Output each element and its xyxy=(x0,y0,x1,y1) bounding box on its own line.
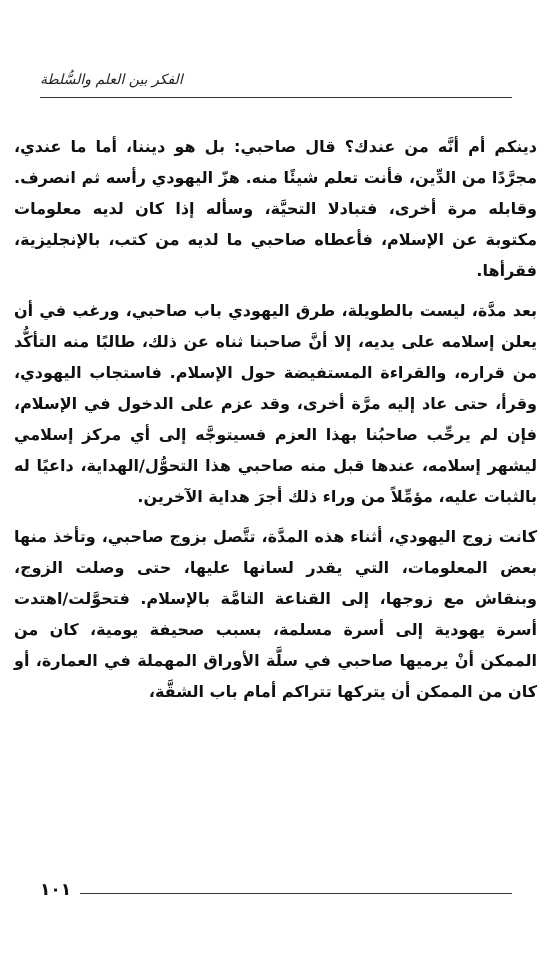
paragraph-3: كانت زوج اليهودي، أثناء هذه المدَّة، تتَّصل بزوج صاحبي، وتأخذ منها بعض المعلومات، التي يقدر لسانها عليها، حتى وصلت الزوج، وبنقاش مع زوجها، إلى القناعة التامَّة بالإسلام. فتحوَّلت/اهتدت أسرة يهودية إلى أسرة مسلمة، بسبب صحيفة يومية، كان من الممكن أنْ يرميها صاحبي في سلَّة الأوراق المهملة في العمارة، أو كان من الممكن أن يتركها تتراكم أمام باب الشقَّة، xyxy=(14,527,537,701)
paragraph-2: بعد مدَّة، ليست بالطويلة، طرق اليهودي باب صاحبي، ورغب في أن يعلن إسلامه على يديه، إلا أنَّ صاحبنا ثناه عن ذلك، طالبًا منه التأكُّد من قراره، والقراءة المستفيضة حول الإسلام. فاستجاب اليهودي، وقرأ، حتى عاد إليه مرَّة أخرى، وقد عزم على الدخول في الإسلام، فإن لم يرحِّب صاحبُنا بهذا العزم فسيتوجَّه إلى أي مركز إسلامي ليشهر إسلامه، عندها قبل منه صاحبي هذا التحوُّل/الهداية، داعيًا له بالثبات عليه، مؤمِّلاً من وراء ذلك أجرَ هداية الآخرين. xyxy=(14,301,537,506)
page-number: ١٠١ xyxy=(40,880,72,900)
page-footer xyxy=(40,880,512,904)
paragraph-1: دينكم أم أنَّه من عندك؟ قال صاحبي: بل هو ديننا، أما ما عندي، مجرَّدًا من الدِّين، فأنت تعلم شيئًا منه. هزّ اليهودي رأسه ثم انصرف. وقابله مرة أخرى، فتبادلا التحيَّة، وسأله إذا كان لديه معلومات مكتوبة عن الإسلام، فأعطاه صاحبي ما لديه من كتب، بالإنجليزية، فقرأها. xyxy=(14,137,537,280)
running-header xyxy=(40,72,512,104)
body-text xyxy=(14,131,537,707)
running-title: الفكر بين العلم والسُّلطة xyxy=(40,72,183,88)
footer-rule xyxy=(80,893,512,894)
header-rule xyxy=(40,97,512,98)
